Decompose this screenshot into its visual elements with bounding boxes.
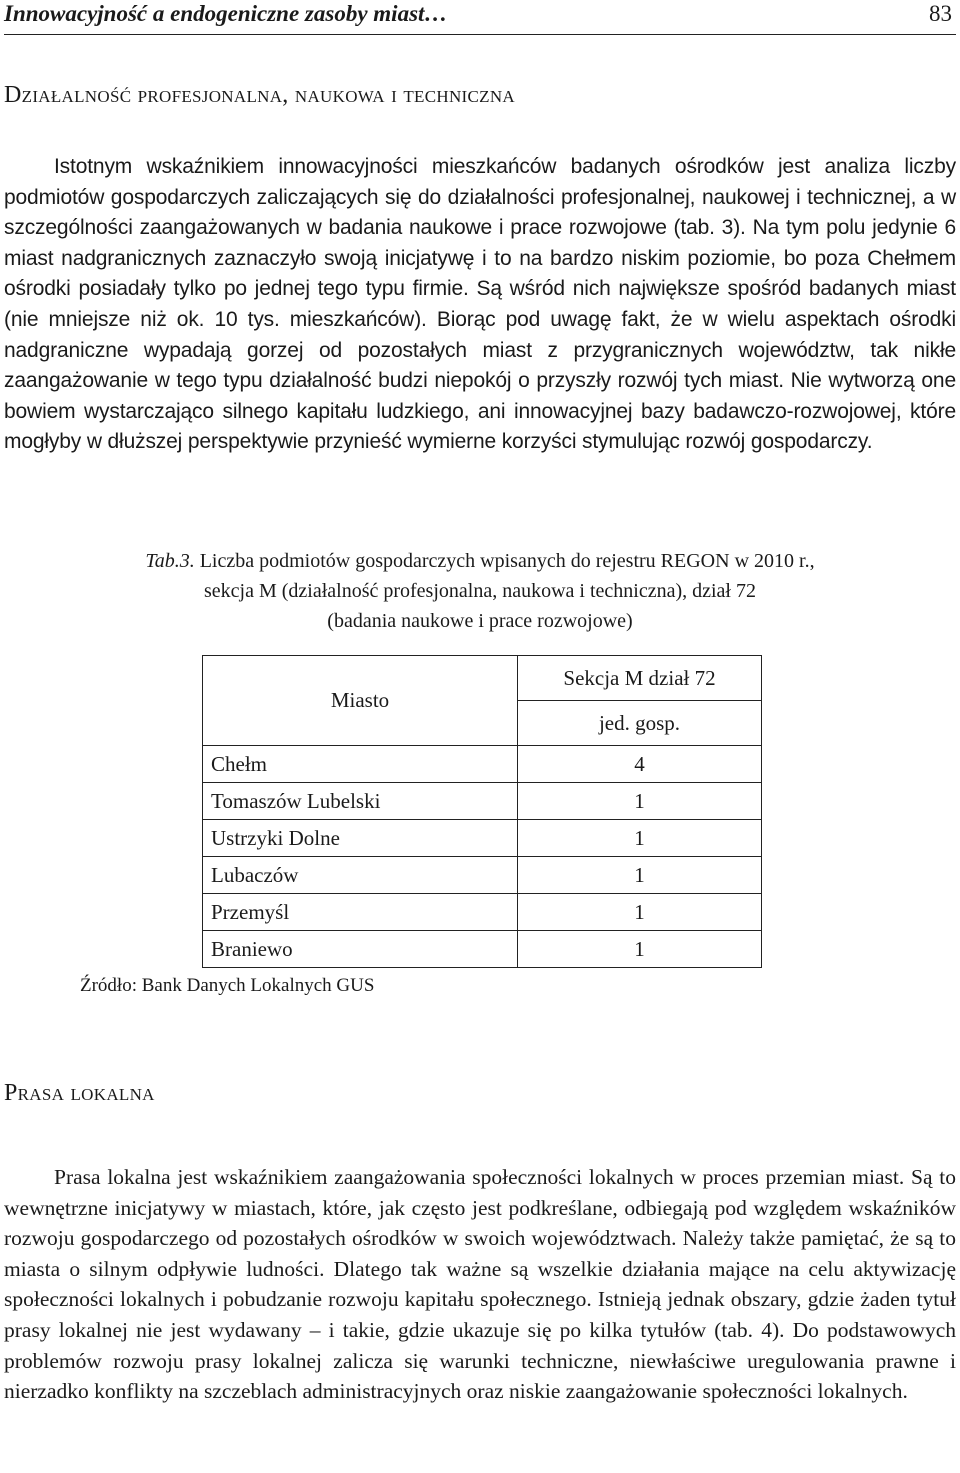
value-cell: 1 (518, 783, 762, 820)
running-title: Innowacyjność a endogeniczne zasoby miast… (4, 1, 448, 26)
column-header-section (518, 656, 762, 746)
page-number: 83 (929, 1, 952, 26)
column-header-unit: jed. gosp. (598, 711, 681, 735)
table-row (203, 783, 762, 820)
paragraph-innovation: Istotnym wskaźnikiem innowacyjności mieszkańców badanych ośrodków jest analiza liczby podmiotów gospodarczych zaliczających się do działalności profesjonalnej, naukowej i technicznej, a w szczególności zaangażowanych w badania naukowe i prace rozwojowe (tab. 3). Na tym polu jedynie 6 miast nadgranicznych zaznaczyło swoją inicjatywę i to na bardzo niskim poziomie, bo poza Chełmem ośrodki posiadały tylko po jednej tego typu firmie. Są wśród nich największe spośród badanych miast (nie mniejsze niż ok. 10 tys. mieszkańców). Biorąc pod uwagę fakt, że w wielu aspektach ośrodki nadgraniczne wypadają gorzej od pozostałych miast z przygranicznych województw, tak nikłe zaangażowanie w tego typu działalność budzi niepokój o przyszły rozwój tych miast. Nie wytworzą one bowiem wystarczająco silnego kapitału ludzkiego, ani innowacyjnej bazy badawczo-rozwojowej, które mogłyby w dłuższej perspektywie przynieść wymierne korzyści stymulując rozwój gospodarczy. (4, 155, 956, 454)
city-cell: Przemyśl (203, 894, 518, 931)
table-row (203, 746, 762, 783)
table-caption-line-1 (0, 550, 960, 573)
city-cell: Chełm (203, 746, 518, 783)
value-cell: 1 (518, 820, 762, 857)
table-row (203, 857, 762, 894)
value-cell: 4 (518, 746, 762, 783)
table-row (203, 931, 762, 968)
city-cell: Braniewo (203, 931, 518, 968)
table-caption-line-3: (badania naukowe i prace rozwojowe) (327, 610, 633, 632)
table-header-row (203, 656, 762, 746)
table-row (203, 820, 762, 857)
value-cell: 1 (518, 857, 762, 894)
table-caption-text: Liczba podmiotów gospodarczych wpisanych do rejestru REGON w 2010 r., (194, 550, 815, 572)
city-cell: Ustrzyki Dolne (203, 820, 518, 857)
table-caption-label: Tab.3. (145, 550, 195, 572)
running-header (4, 0, 956, 35)
city-cell: Tomaszów Lubelski (203, 783, 518, 820)
column-header-city: Miasto (203, 656, 518, 746)
value-cell: 1 (518, 931, 762, 968)
column-header-section-title: Sekcja M dział 72 (518, 656, 761, 701)
paragraph-local-press: Prasa lokalna jest wskaźnikiem zaangażowania społeczności lokalnych w proces przemian miast. Są to wewnętrzne inicjatywy w miastach, które, jak często jest podkreślane, odbiegają pod względem wskaźników rozwoju gospodarczego od pozostałych ośrodków w swoich województwach. Należy także pamiętać, że są to miasta o silnym odpływie ludności. Dlatego tak ważne są wszelkie działania mające na celu aktywizację społeczności lokalnych i pobudzanie rozwoju kapitału społecznego. Istnieją jednak obszary, gdzie żaden tytuł prasy lokalnej nie jest wydawany – i takie, gdzie ukazuje się po kilka tytułów (tab. 4). Do podstawowych problemów rozwoju prasy lokalnej zalicza się warunki techniczne, niewłaściwe uregulowania prawne i nierzadko konflikty na szczeblach administracyjnych oraz niskie zaangażowanie społeczności lokalnych. (4, 1165, 956, 1404)
regon-table (202, 655, 762, 968)
value-cell: 1 (518, 894, 762, 931)
table-source-note: Źródło: Bank Danych Lokalnych GUS (80, 975, 375, 996)
city-cell: Lubaczów (203, 857, 518, 894)
section-heading-professional-activity: Działalność profesjonalna, naukowa i techniczna (4, 82, 515, 108)
table-row (203, 894, 762, 931)
section-heading-local-press: Prasa lokalna (4, 1080, 155, 1106)
table-caption-line-2: sekcja M (działalność profesjonalna, naukowa i techniczna), dział 72 (203, 580, 756, 602)
